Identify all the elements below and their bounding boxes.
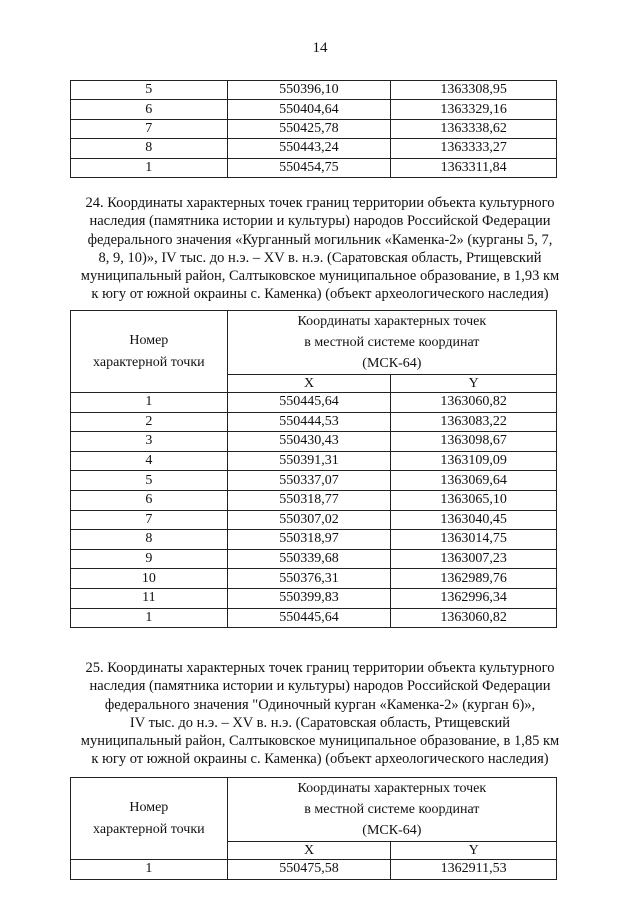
table-row xyxy=(71,608,557,628)
x-coordinate-cell: 550445,64 xyxy=(227,608,391,628)
x-coordinate-cell: 550475,58 xyxy=(227,860,391,880)
header-point-number xyxy=(71,311,228,393)
point-number-cell: 5 xyxy=(71,81,228,100)
point-number-cell: 1 xyxy=(71,608,228,628)
section-24-heading xyxy=(75,194,565,304)
header-coordinates xyxy=(227,311,556,375)
y-coordinate-cell: 1363069,64 xyxy=(391,471,557,491)
x-coordinate-cell: 550376,31 xyxy=(227,569,391,589)
coordinates-table-25 xyxy=(70,777,557,880)
table-row xyxy=(71,158,557,177)
table-row xyxy=(71,860,557,880)
x-coordinate-cell: 550425,78 xyxy=(227,119,391,138)
heading-line: к югу от южной окраины с. Каменка) (объект археологического наследия) xyxy=(91,286,549,303)
y-coordinate-cell: 1363083,22 xyxy=(391,412,557,432)
table-row xyxy=(71,471,557,491)
point-number-cell: 8 xyxy=(71,139,228,158)
point-number-cell: 3 xyxy=(71,432,228,452)
y-coordinate-cell: 1363060,82 xyxy=(391,608,557,628)
table-row xyxy=(71,549,557,569)
heading-line: IV тыс. до н.э. – XV в. н.э. (Саратовская область, Ртищевский xyxy=(129,714,511,731)
point-number-cell: 9 xyxy=(71,549,228,569)
table-row xyxy=(71,412,557,432)
x-coordinate-cell: 550337,07 xyxy=(227,471,391,491)
header-y: Y xyxy=(391,375,557,393)
heading-line: федерального значения "Одиночный курган «Каменка-2» (курган 6)», xyxy=(104,696,536,713)
point-number-cell: 7 xyxy=(71,119,228,138)
x-coordinate-cell: 550391,31 xyxy=(227,451,391,471)
x-coordinate-cell: 550445,64 xyxy=(227,393,391,413)
table-body xyxy=(71,393,557,628)
point-number-cell: 10 xyxy=(71,569,228,589)
point-number-cell: 1 xyxy=(71,860,228,880)
table-row xyxy=(71,119,557,138)
heading-line: к югу от южной окраины с. Каменка) (объект археологического наследия) xyxy=(91,751,549,768)
point-number-cell: 11 xyxy=(71,588,228,608)
header-line: характерной точки xyxy=(93,821,205,837)
point-number-cell: 1 xyxy=(71,393,228,413)
point-number-cell: 2 xyxy=(71,412,228,432)
heading-line: наследия (памятника истории и культуры) народов Российской Федерации xyxy=(89,213,551,230)
x-coordinate-cell: 550430,43 xyxy=(227,432,391,452)
heading-line: муниципальный район, Салтыковское муниципальное образование, в 1,85 км xyxy=(80,733,560,750)
table-row xyxy=(71,530,557,550)
point-number-cell: 7 xyxy=(71,510,228,530)
y-coordinate-cell: 1363040,45 xyxy=(391,510,557,530)
header-point-number xyxy=(71,778,228,860)
point-number-cell: 6 xyxy=(71,100,228,119)
point-number-cell: 8 xyxy=(71,530,228,550)
point-number-cell: 6 xyxy=(71,490,228,510)
table-row xyxy=(71,451,557,471)
x-coordinate-cell: 550318,97 xyxy=(227,530,391,550)
x-coordinate-cell: 550444,53 xyxy=(227,412,391,432)
header-line: (МСК-64) xyxy=(362,823,422,838)
header-line: Координаты характерных точек xyxy=(297,314,487,329)
x-coordinate-cell: 550399,83 xyxy=(227,588,391,608)
y-coordinate-cell: 1363109,09 xyxy=(391,451,557,471)
y-coordinate-cell: 1363338,62 xyxy=(391,119,557,138)
table-row xyxy=(71,81,557,100)
header-coordinates xyxy=(227,778,556,842)
y-coordinate-cell: 1363060,82 xyxy=(391,393,557,413)
table-row xyxy=(71,139,557,158)
header-line: в местной системе координат xyxy=(304,335,480,350)
y-coordinate-cell: 1363333,27 xyxy=(391,139,557,158)
y-coordinate-cell: 1363308,95 xyxy=(391,81,557,100)
table-row xyxy=(71,510,557,530)
header-line: Координаты характерных точек xyxy=(297,781,487,796)
header-y: Y xyxy=(391,842,557,860)
y-coordinate-cell: 1363098,67 xyxy=(391,432,557,452)
y-coordinate-cell: 1362996,34 xyxy=(391,588,557,608)
point-number-cell: 4 xyxy=(71,451,228,471)
heading-line: наследия (памятника истории и культуры) народов Российской Федерации xyxy=(89,678,551,695)
page-number: 14 xyxy=(312,40,328,56)
y-coordinate-cell: 1363311,84 xyxy=(391,158,557,177)
table-body xyxy=(71,81,557,178)
x-coordinate-cell: 550404,64 xyxy=(227,100,391,119)
header-line: характерной точки xyxy=(93,354,205,370)
header-x: X xyxy=(227,842,391,860)
table-row xyxy=(71,490,557,510)
table-row xyxy=(71,432,557,452)
coordinates-table-24 xyxy=(70,310,557,628)
header-line: Номер xyxy=(129,799,169,815)
table-row xyxy=(71,569,557,589)
heading-line: 24. Координаты характерных точек границ территории объекта культурного xyxy=(85,195,555,211)
header-x: X xyxy=(227,375,391,393)
heading-line: федерального значения «Курганный могильник «Каменка-2» (курганы 5, 7, xyxy=(87,231,553,248)
table-row xyxy=(71,100,557,119)
coordinates-table-continued xyxy=(70,80,557,178)
x-coordinate-cell: 550396,10 xyxy=(227,81,391,100)
point-number-cell: 5 xyxy=(71,471,228,491)
y-coordinate-cell: 1362911,53 xyxy=(391,860,557,880)
y-coordinate-cell: 1363007,23 xyxy=(391,549,557,569)
y-coordinate-cell: 1363329,16 xyxy=(391,100,557,119)
x-coordinate-cell: 550318,77 xyxy=(227,490,391,510)
table-row xyxy=(71,393,557,413)
table-row xyxy=(71,588,557,608)
point-number-cell: 1 xyxy=(71,158,228,177)
header-line: (МСК-64) xyxy=(362,356,422,371)
y-coordinate-cell: 1363014,75 xyxy=(391,530,557,550)
heading-line: 25. Координаты характерных точек границ территории объекта культурного xyxy=(85,660,555,676)
heading-line: муниципальный район, Салтыковское муниципальное образование, в 1,93 км xyxy=(80,268,560,285)
x-coordinate-cell: 550454,75 xyxy=(227,158,391,177)
x-coordinate-cell: 550307,02 xyxy=(227,510,391,530)
section-25-heading xyxy=(75,659,565,769)
x-coordinate-cell: 550339,68 xyxy=(227,549,391,569)
table-body xyxy=(71,860,557,880)
y-coordinate-cell: 1363065,10 xyxy=(391,490,557,510)
x-coordinate-cell: 550443,24 xyxy=(227,139,391,158)
y-coordinate-cell: 1362989,76 xyxy=(391,569,557,589)
heading-line: 8, 9, 10)», IV тыс. до н.э. – XV в. н.э. (Саратовская область, Ртищевский xyxy=(98,249,542,266)
header-line: в местной системе координат xyxy=(304,802,480,817)
header-line: Номер xyxy=(129,332,169,348)
